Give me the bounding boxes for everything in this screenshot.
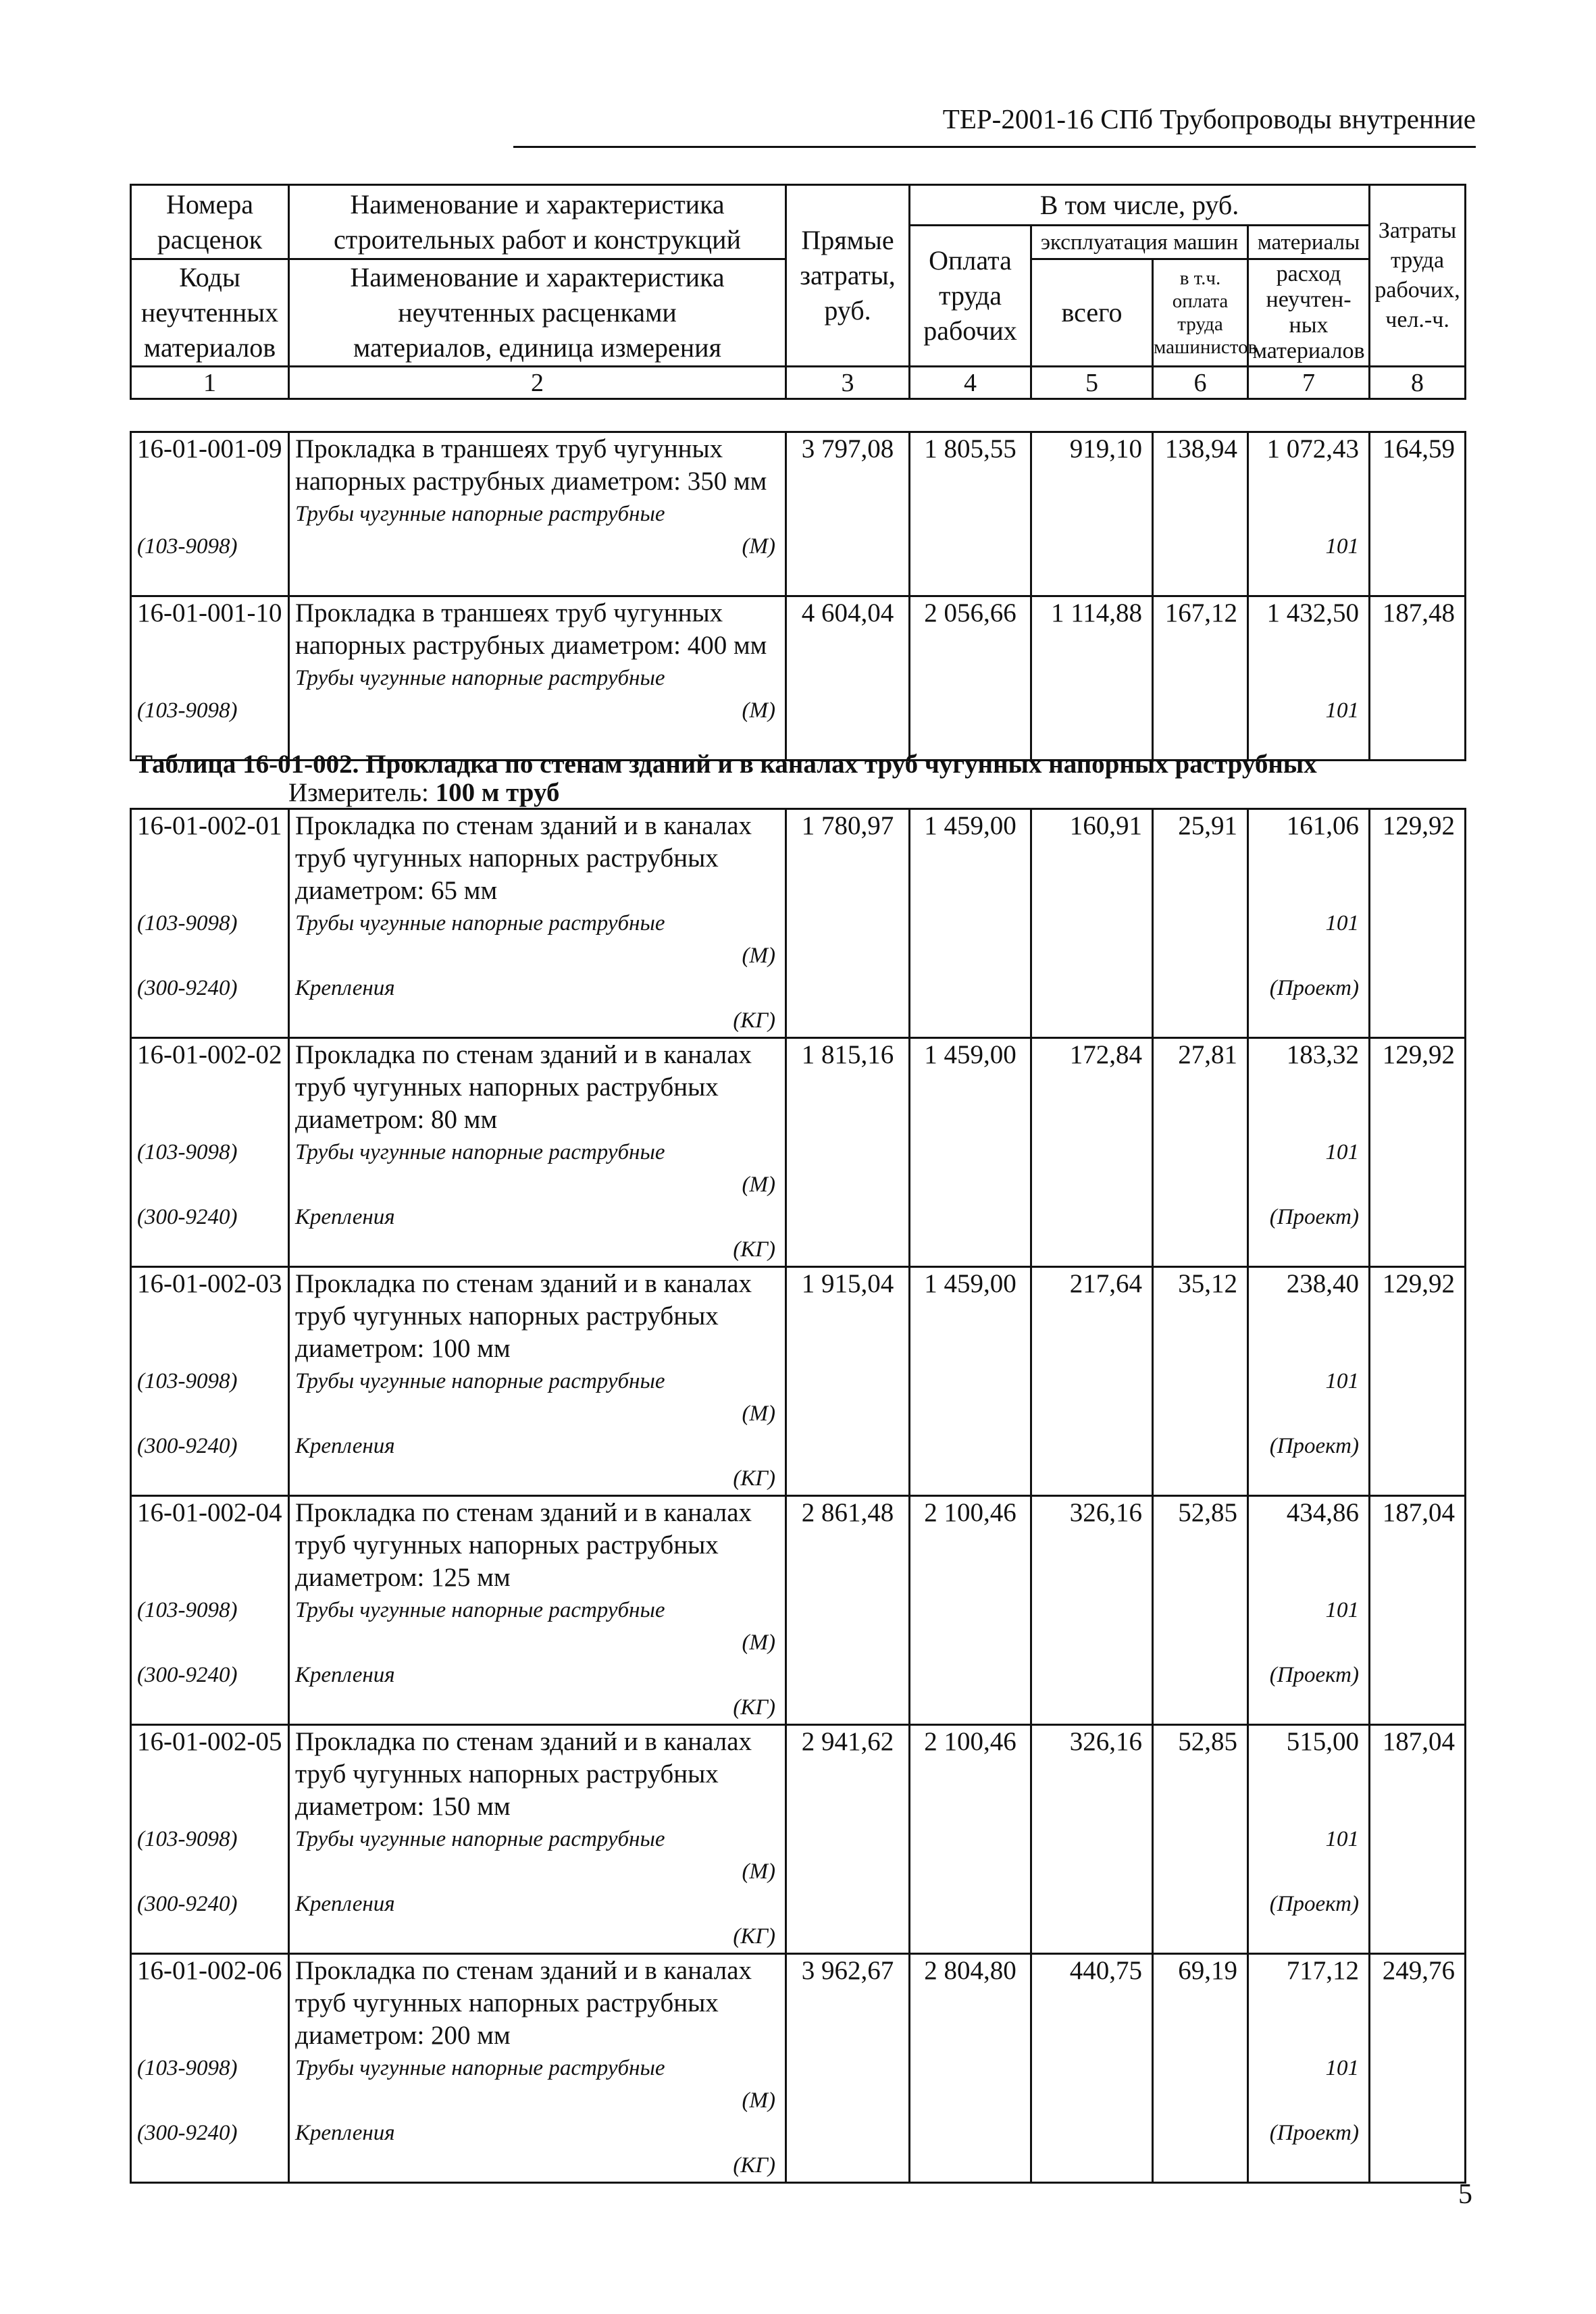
materials-cell: [1248, 1954, 1370, 2183]
materials-cell: [1248, 1725, 1370, 1954]
spacer: [137, 1168, 288, 1201]
spacer: [1249, 1071, 1359, 1104]
rate-code: 16-01-001-09: [137, 434, 282, 463]
resource-code: (300-9240): [137, 1892, 238, 1916]
column-number: 7: [1248, 367, 1370, 399]
resource-name: Трубы чугунные напорные раструбные: [295, 1369, 665, 1393]
machine-cost: 440,75: [1031, 1954, 1153, 2183]
direct-cost: 2 861,48: [786, 1496, 910, 1725]
rate-name: Прокладка по стенам зданий и в каналах труб чугунных напорных раструбных диаметром: 150 мм: [295, 1727, 752, 1821]
spacer: [137, 1104, 288, 1136]
labor-cost: 1 459,00: [910, 1267, 1031, 1496]
materials-cost: 238,40: [1286, 1269, 1359, 1298]
rate-name: Прокладка по стенам зданий и в каналах труб чугунных напорных раструбных диаметром: 100 мм: [295, 1269, 752, 1363]
materials-cost: 515,00: [1286, 1727, 1359, 1756]
resource-code: (103-9098): [137, 534, 238, 559]
rate-row: [131, 596, 1466, 761]
machine-labor-cost: 167,12: [1153, 596, 1248, 761]
rate-name: Прокладка по стенам зданий и в каналах труб чугунных напорных раструбных диаметром: 80 мм: [295, 1040, 752, 1134]
rate-name-cell: [289, 809, 786, 1038]
rate-name-cell: [289, 1496, 786, 1725]
rate-name-cell: [289, 432, 786, 596]
rates-table-1: [130, 431, 1466, 761]
machine-labor-cost: 69,19: [1153, 1954, 1248, 2183]
spacer: [137, 875, 288, 907]
spacer: [1249, 1758, 1359, 1791]
materials-header: материалы: [1248, 226, 1370, 259]
resource-code: (300-9240): [137, 1663, 238, 1687]
spacer: [137, 1920, 288, 1953]
page-header: [513, 100, 1476, 148]
rate-code: 16-01-002-02: [137, 1040, 282, 1069]
materials-cost: 717,12: [1286, 1956, 1359, 1985]
direct-cost: 3 962,67: [786, 1954, 910, 2183]
spacer: [1249, 1333, 1359, 1365]
labor-hours: 129,92: [1370, 1038, 1466, 1267]
spacer: [1249, 1168, 1359, 1201]
resource-code: (300-9240): [137, 1434, 238, 1458]
spacer: [137, 2084, 288, 2117]
rate-name: Прокладка в траншеях труб чугунных напорных раструбных диаметром: 400 мм: [295, 598, 767, 660]
spacer: [1249, 1920, 1359, 1953]
materials-cost: 183,32: [1286, 1040, 1359, 1069]
column-number: 8: [1370, 367, 1466, 399]
direct-cost: 1 915,04: [786, 1267, 910, 1496]
direct-cost: 4 604,04: [786, 596, 910, 761]
resource-code: (103-9098): [137, 1598, 238, 1622]
machine-cost: 919,10: [1031, 432, 1153, 596]
resource-name: Трубы чугунные напорные раструбные: [295, 502, 665, 526]
resource-name: Крепления: [295, 1892, 395, 1916]
spacer: [137, 1462, 288, 1495]
materials-cell: [1248, 809, 1370, 1038]
spacer: [1249, 1626, 1359, 1659]
spacer: [137, 1855, 288, 1888]
machines-header: эксплуатация машин: [1031, 226, 1248, 259]
resource-name: Трубы чугунные напорные раструбные: [295, 2056, 665, 2080]
spacer: [137, 1333, 288, 1365]
rate-name: Прокладка в траншеях труб чугунных напорных раструбных диаметром: 350 мм: [295, 434, 767, 496]
machine-cost: 1 114,88: [1031, 596, 1153, 761]
spacer: [137, 1071, 288, 1104]
spacer: [1249, 1104, 1359, 1136]
rate-code-cell: [131, 432, 289, 596]
resource-unit: (М): [742, 1859, 775, 1884]
rate-code-cell: [131, 1954, 289, 2183]
col4-header: Оплата труда рабочих: [910, 226, 1031, 367]
machine-labor-cost: 27,81: [1153, 1038, 1248, 1267]
rate-code: 16-01-001-10: [137, 598, 282, 627]
resource-code: (300-9240): [137, 1205, 238, 1229]
labor-hours: 187,04: [1370, 1496, 1466, 1725]
meter-value: 100 м труб: [435, 778, 560, 807]
column-number-row: [131, 367, 1466, 399]
resource-unit: (КГ): [733, 1237, 775, 1262]
document-title: ТЕР-2001-16 СПб Трубопроводы внутренние: [942, 103, 1476, 134]
resource-unit: (М): [742, 1173, 775, 1197]
labor-cost: 2 804,80: [910, 1954, 1031, 2183]
spacer: [137, 1987, 288, 2020]
spacer: [1249, 1855, 1359, 1888]
resource-qty: (Проект): [1269, 1663, 1359, 1687]
labor-cost: 1 459,00: [910, 809, 1031, 1038]
rate-code-cell: [131, 1267, 289, 1496]
resource-name: Трубы чугунные напорные раструбные: [295, 1140, 665, 1164]
spacer: [1249, 2020, 1359, 2052]
col3-header: Прямые затраты, руб.: [786, 185, 910, 367]
machine-cost: 172,84: [1031, 1038, 1153, 1267]
direct-cost: 3 797,08: [786, 432, 910, 596]
resource-unit: (КГ): [733, 2153, 775, 2178]
rate-name-cell: [289, 596, 786, 761]
spacer: [137, 629, 288, 662]
resource-name: Трубы чугунные напорные раструбные: [295, 1598, 665, 1622]
materials-cell: [1248, 432, 1370, 596]
spacer: [1249, 842, 1359, 875]
machine-labor-cost: 52,85: [1153, 1725, 1248, 1954]
rate-name-cell: [289, 1954, 786, 2183]
machine-cost: 326,16: [1031, 1725, 1153, 1954]
rate-row: [131, 1038, 1466, 1267]
resource-name: Трубы чугунные напорные раструбные: [295, 666, 665, 690]
rate-row: [131, 1267, 1466, 1496]
col8-header: Затраты труда рабочих, чел.-ч.: [1370, 185, 1466, 367]
spacer: [137, 465, 288, 498]
labor-hours: 129,92: [1370, 1267, 1466, 1496]
rate-name-cell: [289, 1725, 786, 1954]
resource-qty: 101: [1325, 1598, 1359, 1622]
spacer: [137, 563, 288, 595]
spacer: [1249, 2084, 1359, 2117]
resource-qty: (Проект): [1269, 1434, 1359, 1458]
labor-cost: 1 805,55: [910, 432, 1031, 596]
direct-cost: 1 815,16: [786, 1038, 910, 1267]
materials-cost: 1 072,43: [1266, 434, 1359, 463]
column-header-table: [130, 184, 1466, 400]
materials-cost: 434,86: [1286, 1498, 1359, 1527]
rate-name: Прокладка по стенам зданий и в каналах труб чугунных напорных раструбных диаметром: 125 мм: [295, 1498, 752, 1592]
resource-unit: (М): [742, 1630, 775, 1655]
resource-unit: (М): [742, 698, 775, 723]
resource-unit: (М): [742, 534, 775, 559]
spacer: [1249, 1529, 1359, 1562]
resource-qty: 101: [1325, 911, 1359, 935]
spacer: [137, 1397, 288, 1430]
column-number: 5: [1031, 367, 1153, 399]
spacer: [137, 1004, 288, 1037]
machine-cost: 326,16: [1031, 1496, 1153, 1725]
machine-cost: 217,64: [1031, 1267, 1153, 1496]
spacer: [137, 1300, 288, 1333]
resource-code: (300-9240): [137, 2121, 238, 2145]
col2-bottom-header: Наименование и характеристика неучтенных расценками материалов, единица измерения: [289, 259, 786, 367]
column-number: 4: [910, 367, 1031, 399]
spacer: [1249, 1397, 1359, 1430]
rate-code: 16-01-002-01: [137, 811, 282, 840]
col2-top-header: Наименование и характеристика строительных работ и конструкций: [289, 185, 786, 259]
spacer: [137, 498, 288, 530]
resource-unit: (КГ): [733, 1695, 775, 1720]
col5-header: всего: [1031, 259, 1153, 367]
resource-unit: (КГ): [733, 1008, 775, 1033]
direct-cost: 2 941,62: [786, 1725, 910, 1954]
spacer: [137, 1233, 288, 1266]
resource-code: (103-9098): [137, 2056, 238, 2080]
resource-unit: (М): [742, 2088, 775, 2113]
column-number: 2: [289, 367, 786, 399]
rate-code: 16-01-002-06: [137, 1956, 282, 1985]
materials-cell: [1248, 1496, 1370, 1725]
spacer: [1249, 465, 1359, 498]
resource-code: (103-9098): [137, 698, 238, 723]
resource-name: Крепления: [295, 1434, 395, 1458]
resource-qty: (Проект): [1269, 2121, 1359, 2145]
rate-row: [131, 809, 1466, 1038]
group-header: В том числе, руб.: [910, 185, 1370, 226]
resource-qty: (Проект): [1269, 976, 1359, 1000]
spacer: [137, 842, 288, 875]
spacer: [1249, 1004, 1359, 1037]
spacer: [1249, 662, 1359, 694]
resource-unit: (КГ): [733, 1924, 775, 1949]
spacer: [1249, 1691, 1359, 1724]
machine-labor-cost: 52,85: [1153, 1496, 1248, 1725]
resource-qty: 101: [1325, 698, 1359, 723]
materials-cell: [1248, 596, 1370, 761]
spacer: [1249, 875, 1359, 907]
resource-code: (103-9098): [137, 911, 238, 935]
spacer: [137, 1562, 288, 1594]
resource-qty: 101: [1325, 534, 1359, 559]
rate-row: [131, 432, 1466, 596]
spacer: [1249, 1987, 1359, 2020]
spacer: [1249, 2149, 1359, 2182]
column-number: 6: [1153, 367, 1248, 399]
meter-label: Измеритель:: [288, 778, 436, 807]
direct-cost: 1 780,97: [786, 809, 910, 1038]
spacer: [1249, 1791, 1359, 1823]
materials-cost: 1 432,50: [1266, 598, 1359, 627]
resource-unit: (М): [742, 1402, 775, 1426]
rate-row: [131, 1496, 1466, 1725]
spacer: [137, 662, 288, 694]
col6-header: в т.ч. оплата труда машинистов: [1153, 259, 1248, 367]
spacer: [1249, 1562, 1359, 1594]
column-number: 1: [131, 367, 289, 399]
materials-cell: [1248, 1267, 1370, 1496]
spacer: [137, 1529, 288, 1562]
rate-code-cell: [131, 596, 289, 761]
resource-code: (300-9240): [137, 976, 238, 1000]
resource-unit: (КГ): [733, 1466, 775, 1491]
col7-header: расход неучтен- ных материалов: [1248, 259, 1370, 367]
labor-cost: 1 459,00: [910, 1038, 1031, 1267]
rate-name: Прокладка по стенам зданий и в каналах труб чугунных напорных раструбных диаметром: 200 мм: [295, 1956, 752, 2050]
spacer: [137, 1758, 288, 1791]
resource-qty: 101: [1325, 1369, 1359, 1393]
spacer: [1249, 498, 1359, 530]
resource-name: Крепления: [295, 976, 395, 1000]
rate-code: 16-01-002-04: [137, 1498, 282, 1527]
spacer: [1249, 1233, 1359, 1266]
machine-labor-cost: 25,91: [1153, 809, 1248, 1038]
table-meter: [288, 778, 559, 808]
rate-row: [131, 1725, 1466, 1954]
machine-cost: 160,91: [1031, 809, 1153, 1038]
machine-labor-cost: 35,12: [1153, 1267, 1248, 1496]
labor-hours: 187,48: [1370, 596, 1466, 761]
rate-code-cell: [131, 1496, 289, 1725]
labor-hours: 249,76: [1370, 1954, 1466, 2183]
spacer: [1249, 940, 1359, 972]
labor-cost: 2 100,46: [910, 1496, 1031, 1725]
column-number: 3: [786, 367, 910, 399]
rate-row: [131, 1954, 1466, 2183]
spacer: [1249, 1462, 1359, 1495]
resource-unit: (М): [742, 944, 775, 968]
resource-name: Трубы чугунные напорные раструбные: [295, 1827, 665, 1851]
col1-bottom-header: Коды неучтенных материалов: [131, 259, 289, 367]
resource-code: (103-9098): [137, 1369, 238, 1393]
page-number: 5: [1458, 2179, 1472, 2210]
materials-cell: [1248, 1038, 1370, 1267]
resource-qty: 101: [1325, 1140, 1359, 1164]
rate-name-cell: [289, 1038, 786, 1267]
spacer: [137, 940, 288, 972]
rate-code: 16-01-002-03: [137, 1269, 282, 1298]
rates-table-2: [130, 808, 1466, 2184]
resource-code: (103-9098): [137, 1140, 238, 1164]
spacer: [1249, 629, 1359, 662]
labor-cost: 2 056,66: [910, 596, 1031, 761]
labor-hours: 164,59: [1370, 432, 1466, 596]
resource-qty: (Проект): [1269, 1892, 1359, 1916]
rate-code-cell: [131, 1725, 289, 1954]
resource-qty: (Проект): [1269, 1205, 1359, 1229]
resource-name: Крепления: [295, 1205, 395, 1229]
labor-hours: 187,04: [1370, 1725, 1466, 1954]
table-title: Таблица 16-01-002. Прокладка по стенам зданий и в каналах труб чугунных напорных раструбных: [135, 750, 1317, 779]
resource-name: Крепления: [295, 1663, 395, 1687]
rate-code-cell: [131, 809, 289, 1038]
spacer: [137, 1626, 288, 1659]
rate-code: 16-01-002-05: [137, 1727, 282, 1756]
spacer: [1249, 1300, 1359, 1333]
rate-code-cell: [131, 1038, 289, 1267]
rate-name-cell: [289, 1267, 786, 1496]
machine-labor-cost: 138,94: [1153, 432, 1248, 596]
spacer: [1249, 563, 1359, 595]
resource-qty: 101: [1325, 2056, 1359, 2080]
resource-code: (103-9098): [137, 1827, 238, 1851]
spacer: [137, 2149, 288, 2182]
spacer: [137, 1691, 288, 1724]
spacer: [137, 2020, 288, 2052]
materials-cost: 161,06: [1286, 811, 1359, 840]
col1-top-header: Номера расценок: [131, 185, 289, 259]
resource-qty: 101: [1325, 1827, 1359, 1851]
rate-name: Прокладка по стенам зданий и в каналах труб чугунных напорных раструбных диаметром: 65 мм: [295, 811, 752, 905]
resource-name: Трубы чугунные напорные раструбные: [295, 911, 665, 935]
labor-cost: 2 100,46: [910, 1725, 1031, 1954]
resource-name: Крепления: [295, 2121, 395, 2145]
labor-hours: 129,92: [1370, 809, 1466, 1038]
spacer: [137, 1791, 288, 1823]
